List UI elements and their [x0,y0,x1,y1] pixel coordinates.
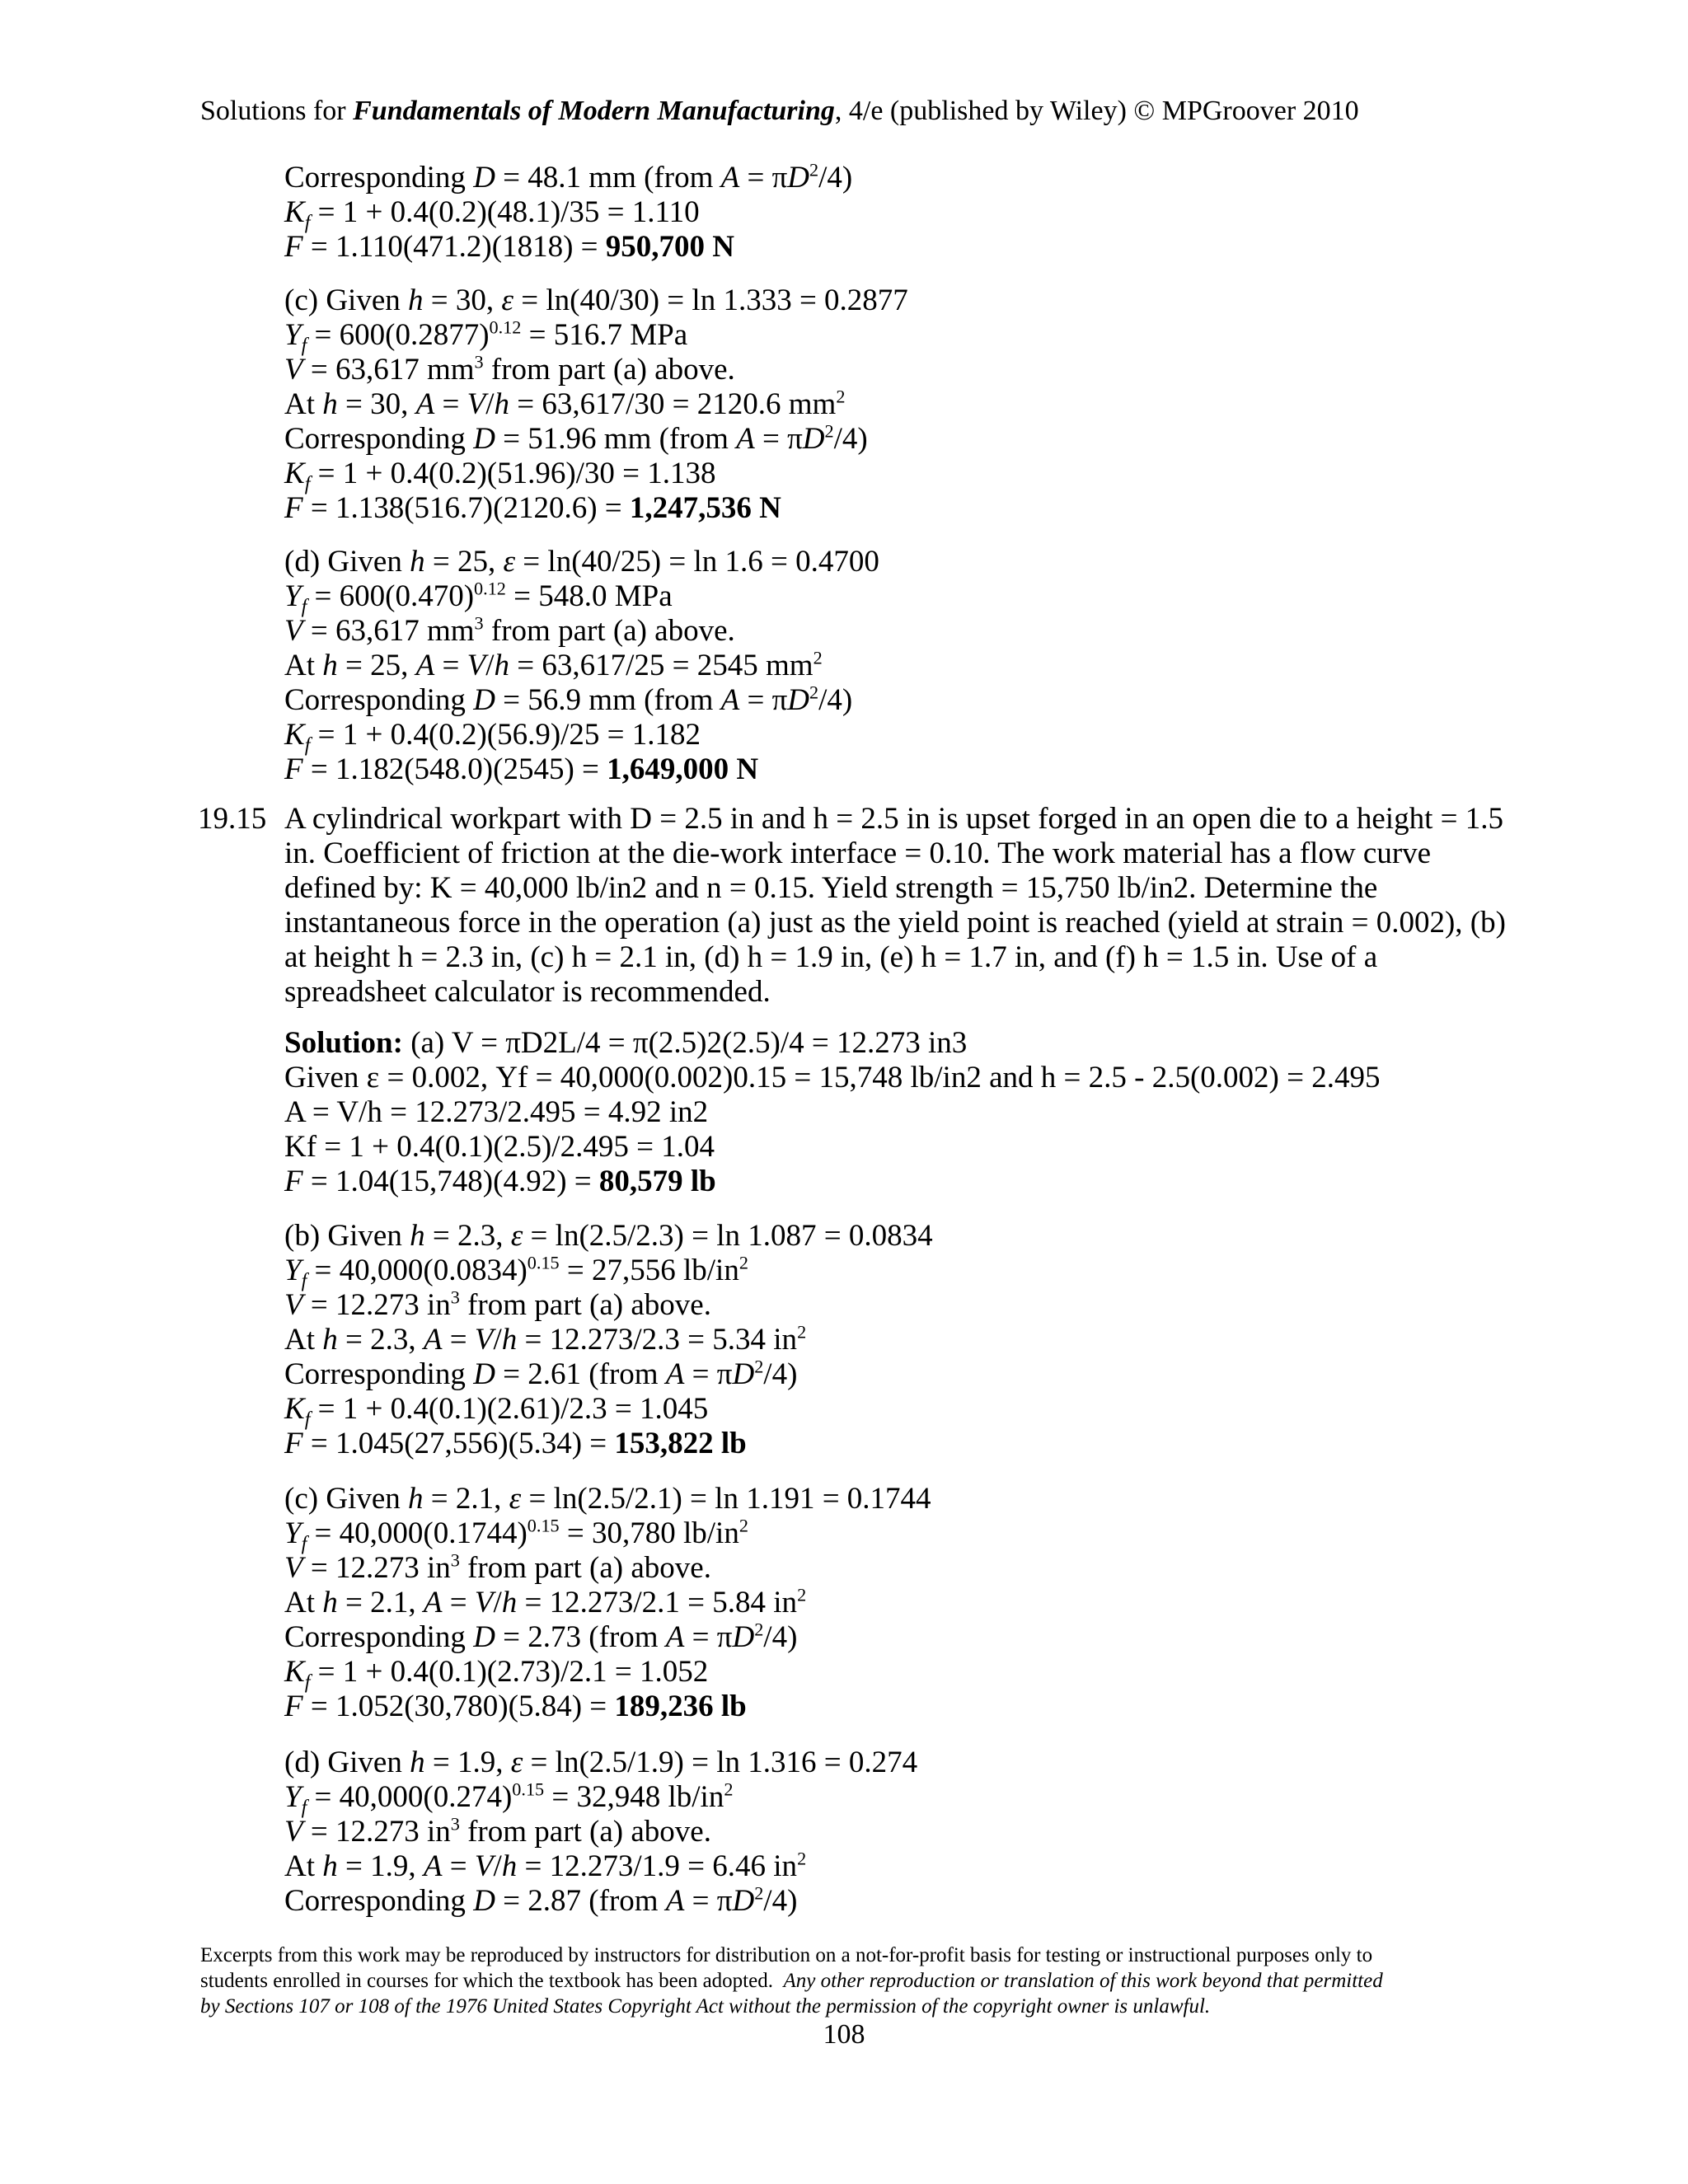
formula-line: Given ε = 0.002, Yf = 40,000(0.002)0.15 = 15,748 lb/in2 and h = 2.5 - 2.5(0.002) = 2.495 [284,1061,1381,1094]
problem-text-line: defined by: K = 40,000 lb/in2 and n = 0.15. Yield strength = 15,750 lb/in2. Determine the [284,871,1378,905]
formula-line: V = 12.273 $in^3$ from part (a) above. [284,1286,711,1322]
formula-line: F = 1.045(27,556)(5.34) = 153,822 lb [284,1427,747,1460]
solution-part-b [284,1219,933,1461]
formula-line: V = 63,617 $mm^3$ from part (a) above. [284,612,735,648]
formula-line: $K_f = 1 + 0.4(0.2)(48.1)/35 = 1.110$ [284,195,700,234]
force-result: 950,700 N [605,230,734,264]
formula-line: Solution: (a) V = πD2L/4 = π(2.5)2(2.5)/4 = 12.273 in3 [284,1026,968,1060]
footer-line: by Sections 107 or 108 of the 1976 United States Copyright Act without the permission of the copyright owner is unlawful. [200,1995,1211,2018]
formula-line: $K_f = 1 + 0.4(0.2)(56.9)/25 = 1.182$ [284,718,701,757]
footer-line: students enrolled in courses for which the textbook has been adopted. Any other reproduction or translation of this work beyond that permitted [200,1970,1383,1992]
formula-line: (d) Given h = 1.9, ε = ln(2.5/1.9) = ln 1.316 = 0.274 [284,1746,918,1779]
formula-line: F = 1.110(471.2)(1818) = 950,700 N [284,230,734,264]
formula-line: A = V/h = 12.273/2.495 = 4.92 in2 [284,1095,709,1129]
formula-line: At h = 1.9, A = V/h = 12.273/1.9 = 6.46 $in^2$ [284,1848,807,1883]
formula-line: (d) Given h = 25, ε = ln(40/25) = ln 1.6 = 0.4700 [284,545,879,579]
formula-line: F = 1.04(15,748)(4.92) = 80,579 lb [284,1165,716,1198]
header-prefix: Solutions for [200,96,354,126]
formula-line: Corresponding D = 2.87 (from $A = \pi D^2/4$) [284,1882,798,1918]
formula-line: V = 12.273 $in^3$ from part (a) above. [284,1813,711,1849]
force-result: 1,247,536 N [629,491,781,525]
problem-text-line: A cylindrical workpart with D = 2.5 in and h = 2.5 in is upset forged in an open die to a height = 1.5 [284,802,1503,836]
formula-line: F = 1.052(30,780)(5.84) = 189,236 lb [284,1690,747,1723]
formula-line: $Y_f = 40,000(0.274)^{0.15} = 32,948$ $lb/in^2$ [284,1779,734,1819]
formula-line: At h = 2.1, A = V/h = 12.273/2.1 = 5.84 $in^2$ [284,1584,807,1619]
footer-line: Excerpts from this work may be reproduced by instructors for distribution on a not-for-profit basis for testing or instructional purposes only to [200,1944,1373,1966]
problem-text-line: instantaneous force in the operation (a) just as the yield point is reached (yield at strain = 0.002), (b) [284,906,1506,940]
formula-line: Corresponding D = 2.61 (from $A = \pi D^2/4$) [284,1356,798,1391]
formula-line: Corresponding D = 2.73 (from $A = \pi D^2/4$) [284,1619,798,1654]
copyright-footer [200,1943,1486,2019]
formula-line: V = 12.273 $in^3$ from part (a) above. [284,1549,711,1585]
formula-line: $K_f = 1 + 0.4(0.1)(2.61)/2.3 = 1.045$ [284,1392,709,1431]
problem-text-line: at height h = 2.3 in, (c) h = 2.1 in, (d) h = 1.9 in, (e) h = 1.7 in, and (f) h = 1.5 in. Use of a [284,940,1378,974]
formula-line: F = 1.182(548.0)(2545) = 1,649,000 N [284,752,759,786]
running-header [200,96,1359,127]
formula-line: $Y_f = 40,000(0.0834)^{0.15} = 27,556$ $lb/in^2$ [284,1252,748,1292]
solution-part-c [284,1482,931,1724]
formula-line: Corresponding D = 48.1 mm (from $A = \pi D^2/4$) [284,159,853,194]
solution-part-a [284,1026,1380,1199]
force-result: 153,822 lb [614,1427,747,1460]
solution-label: Solution: [284,1026,403,1060]
formula-line: At h = 30, A = V/h = 63,617/30 = 2120.6 $mm^2$ [284,386,846,421]
formula-line: $Y_f = 600(0.470)^{0.12} = 548.0$ MPa [284,578,673,618]
previous-problem-continuation [284,161,852,265]
page-number: 108 [823,2019,865,2050]
formula-line: Corresponding D = 56.9 mm (from $A = \pi D^2/4$) [284,682,853,717]
part-c-block [284,284,908,526]
header-book-title: Fundamentals of Modern Manufacturing [353,96,835,126]
solution-part-d [284,1746,917,1919]
problem-text-line: in. Coefficient of friction at the die-work interface = 0.10. The work material has a flow curve [284,837,1432,870]
formula-line: (c) Given h = 2.1, ε = ln(2.5/2.1) = ln 1.191 = 0.1744 [284,1482,931,1516]
problem-number: 19.15 [198,802,267,836]
formula-line: (c) Given h = 30, ε = ln(40/30) = ln 1.333 = 0.2877 [284,284,908,317]
formula-line: At h = 25, A = V/h = 63,617/25 = 2545 $mm^2$ [284,647,823,682]
formula-line: $K_f = 1 + 0.4(0.1)(2.73)/2.1 = 1.052$ [284,1655,709,1694]
formula-line: Corresponding D = 51.96 mm (from $A = \pi D^2/4$) [284,420,868,456]
problem-text-line: spreadsheet calculator is recommended. [284,975,771,1009]
formula-line: F = 1.138(516.7)(2120.6) = 1,247,536 N [284,491,781,525]
formula-line: Kf = 1 + 0.4(0.1)(2.5)/2.495 = 1.04 [284,1130,715,1164]
part-d-block [284,545,879,787]
force-result: 80,579 lb [598,1165,716,1198]
formula-line: $Y_f = 600(0.2877)^{0.12} = 516.7$ MPa [284,316,688,357]
formula-line: $Y_f = 40,000(0.1744)^{0.15} = 30,780$ $lb/in^2$ [284,1515,748,1555]
force-result: 189,236 lb [614,1690,747,1723]
formula-line: (b) Given h = 2.3, ε = ln(2.5/2.3) = ln 1.087 = 0.0834 [284,1219,933,1253]
header-suffix: , 4/e (published by Wiley) © MPGroover 2010 [834,96,1359,126]
formula-line: V = 63,617 $mm^3$ from part (a) above. [284,351,735,387]
force-result: 1,649,000 N [607,752,759,786]
formula-line: $K_f = 1 + 0.4(0.2)(51.96)/30 = 1.138$ [284,457,716,495]
formula-line: At h = 2.3, A = V/h = 12.273/2.3 = 5.34 $in^2$ [284,1321,807,1357]
